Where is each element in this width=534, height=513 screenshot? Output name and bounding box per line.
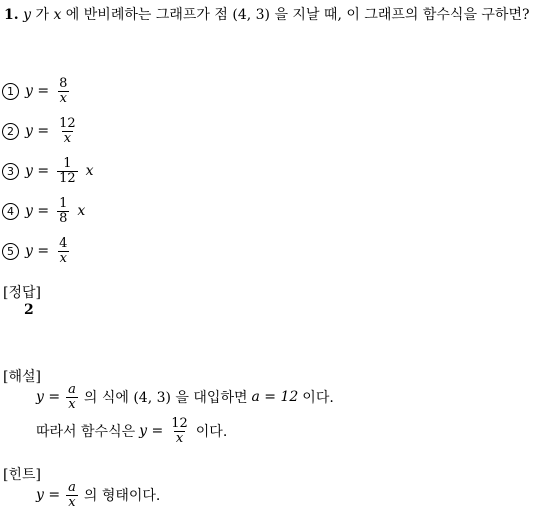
option-marker: 4: [2, 203, 19, 220]
hint-line: y = $\frac{a}{x}$ 의 형태이다.: [36, 479, 161, 510]
option-4[interactable]: 4 y = $\frac{1}{8}$ x: [2, 194, 85, 228]
option-5[interactable]: 5 y = $\frac{4}{x}$: [2, 234, 71, 268]
hint-header: [힌트]: [3, 467, 41, 483]
fraction: $\frac{12}{x}$: [59, 115, 76, 146]
question-number: 1.: [4, 7, 19, 23]
explanation-line-1: y = $\frac{a}{x}$ 의 식에 (4, 3) 을 대입하면 a = 12 이다.: [36, 381, 334, 412]
fraction: $\frac{8}{x}$: [59, 75, 68, 106]
answer-value: 2: [24, 302, 34, 318]
option-marker: 2: [2, 123, 19, 140]
answer-header: [정답]: [3, 285, 41, 301]
option-3[interactable]: 3 y = $\frac{1}{12}$ x: [2, 154, 94, 188]
option-marker: 3: [2, 163, 19, 180]
explanation-header: [해설]: [3, 369, 41, 385]
option-1[interactable]: 1 y = $\frac{8}{x}$: [2, 74, 71, 108]
option-marker: 5: [2, 243, 19, 260]
fraction: $\frac{a}{x}$: [68, 479, 76, 510]
fraction: $\frac{1}{12}$: [59, 155, 76, 186]
fraction: $\frac{a}{x}$: [68, 381, 76, 412]
option-marker: 1: [2, 83, 19, 100]
fraction: $\frac{12}{x}$: [171, 415, 188, 446]
question-text: 1. y 가 x 에 반비례하는 그래프가 점 (4, 3) 을 지날 때, 이 그래프의 함수식을 구하면?: [4, 7, 530, 23]
fraction: $\frac{1}{8}$: [59, 195, 68, 226]
explanation-line-2: 따라서 함수식은 y = $\frac{12}{x}$ 이다.: [36, 415, 228, 446]
fraction: $\frac{4}{x}$: [59, 235, 68, 266]
option-2[interactable]: 2 y = $\frac{12}{x}$: [2, 114, 80, 148]
